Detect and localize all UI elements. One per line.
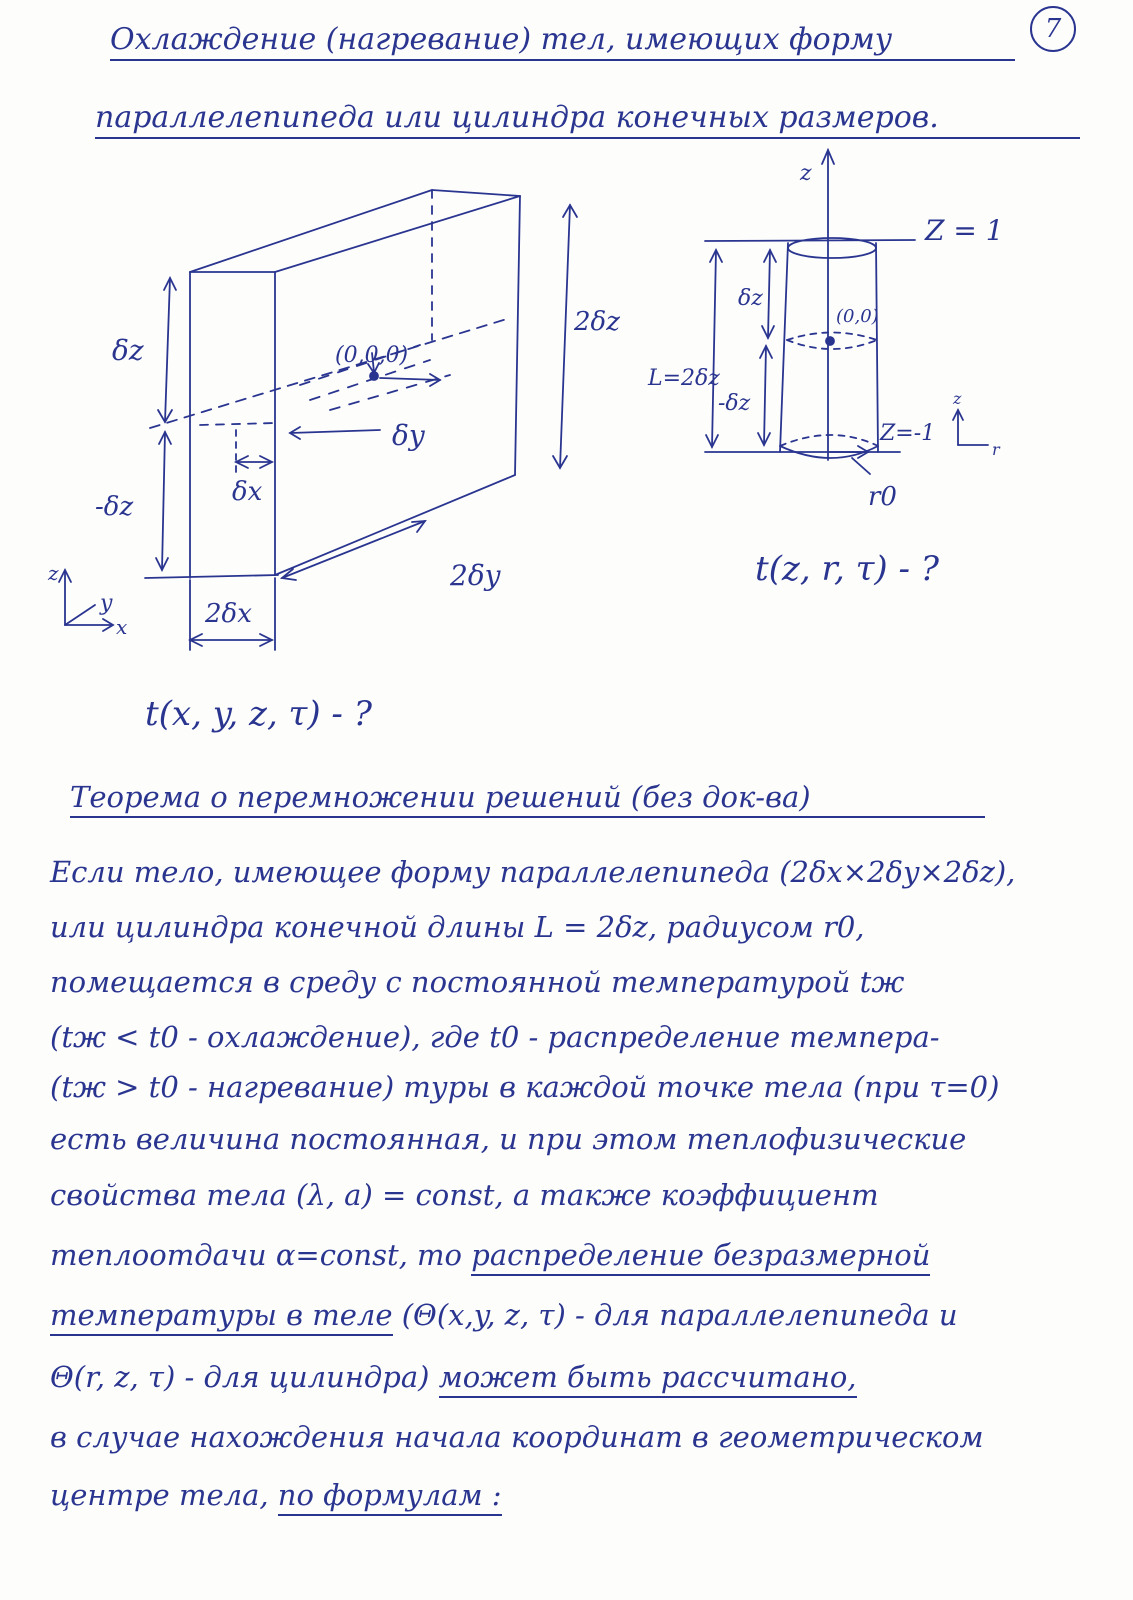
- parallelepiped-question: t(x, y, z, τ) - ?: [145, 694, 372, 734]
- theorem-line-12-start: центре тела,: [50, 1478, 269, 1512]
- cyl-small-axis-r: r: [992, 440, 1000, 459]
- theorem-line-6: есть величина постоянная, и при этом теплофизические: [50, 1122, 967, 1156]
- label-two-delta-y: 2δy: [450, 559, 501, 592]
- axis-y-label: y: [100, 591, 113, 616]
- cyl-label-minus-delta-z: -δz: [718, 391, 751, 416]
- title-line-2: параллелепипеда или цилиндра конечных размеров.: [95, 100, 1080, 139]
- page-number: 7: [1044, 14, 1062, 44]
- theorem-line-11: в случае нахождения начала координат в геометрическом: [50, 1420, 984, 1454]
- label-two-delta-z: 2δz: [574, 307, 620, 337]
- underlined-phrase-3: может быть рассчитано,: [439, 1360, 857, 1398]
- theorem-line-4: (tж < t0 - охлаждение), где t0 - распределение темпера-: [50, 1020, 940, 1054]
- figures: [0, 0, 1133, 760]
- label-delta-y: δy: [392, 419, 425, 452]
- cyl-axis-z: z: [800, 161, 812, 186]
- theorem-heading: Теорема о перемножении решений (без док-ва): [70, 780, 985, 818]
- label-z-top: Z = 1: [925, 214, 1004, 247]
- underlined-phrase-4: по формулам :: [278, 1478, 502, 1516]
- label-z-bottom: Z=-1: [880, 421, 936, 446]
- cyl-label-radius: r0: [868, 482, 897, 512]
- theorem-line-2: или цилиндра конечной длины L = 2δz, радиусом r0,: [50, 910, 865, 944]
- theorem-line-5: (tж > t0 - нагревание) туры в каждой точке тела (при τ=0): [50, 1070, 1000, 1104]
- theorem-line-9-end: (Θ(x,y, z, τ) - для параллелепипеда и: [401, 1298, 958, 1332]
- theorem-line-12: [50, 1478, 1100, 1512]
- cyl-label-origin: (0,0): [836, 306, 879, 327]
- theorem-line-9: [50, 1298, 1100, 1332]
- axis-z-label: z: [48, 561, 59, 585]
- underlined-phrase-1: распределение безразмерной: [471, 1238, 930, 1276]
- title-line-1: Охлаждение (нагревание) тел, имеющих форму: [110, 22, 1015, 61]
- theorem-line-10: [50, 1360, 1100, 1394]
- cyl-label-length: L=2δz: [648, 366, 720, 391]
- cyl-label-delta-z: δz: [738, 286, 763, 311]
- theorem-line-8: [50, 1238, 1100, 1272]
- theorem-line-8-start: теплоотдачи α=const, то: [50, 1238, 463, 1272]
- origin-point: [370, 372, 378, 380]
- label-origin: (0,0,0): [335, 343, 409, 368]
- cyl-small-axis-z: z: [953, 389, 962, 408]
- axis-x-label: x: [116, 615, 128, 639]
- theorem-line-1: Если тело, имеющее форму параллелепипеда (2δx×2δy×2δz),: [50, 855, 1016, 889]
- label-delta-z: δz: [112, 334, 144, 367]
- label-two-delta-x: 2δx: [205, 599, 252, 629]
- theorem-line-10-start: Θ(r, z, τ) - для цилиндра): [50, 1360, 430, 1394]
- theorem-line-3: помещается в среду с постоянной температурой tж: [50, 965, 905, 999]
- cylinder-origin-point: [826, 337, 834, 345]
- cylinder-question: t(z, r, τ) - ?: [755, 549, 939, 589]
- label-minus-delta-z: -δz: [95, 492, 134, 522]
- label-delta-x: δx: [232, 477, 263, 507]
- underlined-phrase-2: температуры в теле: [50, 1298, 393, 1336]
- theorem-line-7: свойства тела (λ, a) = const, а также коэффициент: [50, 1178, 879, 1212]
